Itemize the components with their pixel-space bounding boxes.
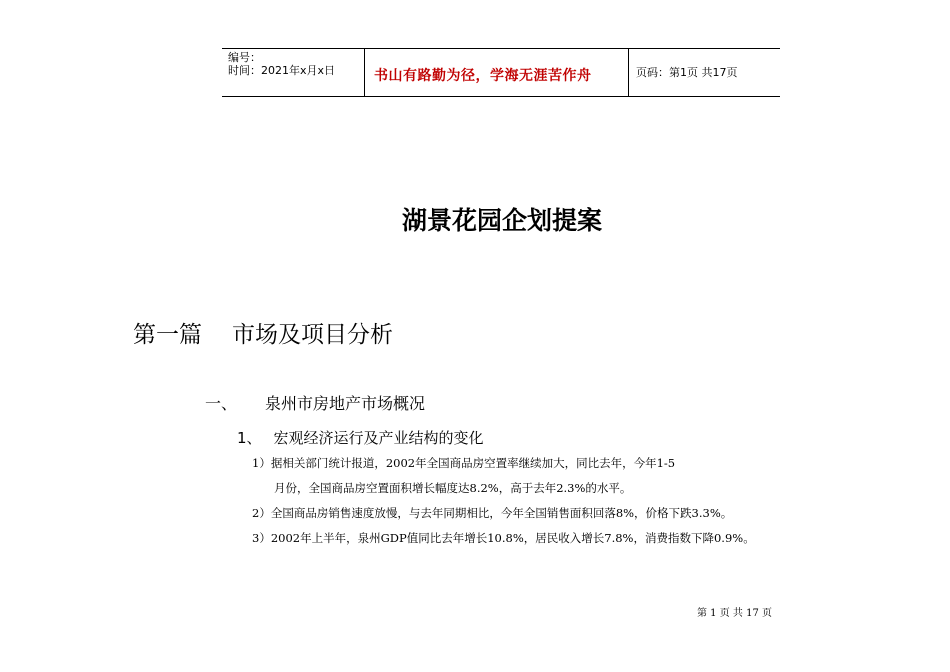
part-heading bbox=[133, 316, 393, 349]
header-number-label: 编号： bbox=[228, 51, 261, 64]
subsection-title: 宏观经济运行及产业结构的变化 bbox=[273, 429, 484, 447]
part-number: 第一篇 bbox=[133, 322, 202, 348]
header-divider-right bbox=[628, 48, 629, 96]
header-page-info: 页码：第1页 共17页 bbox=[636, 66, 738, 79]
header-divider-left bbox=[364, 48, 365, 96]
section-title: 泉州市房地产市场概况 bbox=[265, 394, 426, 413]
document-title: 湖景花园企划提案 bbox=[401, 206, 602, 235]
paragraph-line: 1）据相关部门统计报道，2002年全国商品房空置率继续加大，同比去年，今年1-5 bbox=[252, 456, 676, 470]
header-motto: 书山有路勤为径，学海无涯苦作舟 bbox=[374, 68, 592, 84]
header-bottom-rule bbox=[222, 96, 780, 97]
paragraph-line: 2）全国商品房销售速度放慢，与去年同期相比，今年全国销售面积回落8%，价格下跌3.3%。 bbox=[252, 506, 733, 520]
paragraph-line: 月份，全国商品房空置面积增长幅度达8.2%，高于去年2.3%的水平。 bbox=[274, 481, 632, 495]
section-heading bbox=[205, 391, 425, 414]
subsection-heading bbox=[237, 427, 484, 448]
paragraph-line: 3）2002年上半年，泉州GDP值同比去年增长10.8%，居民收入增长7.8%，消费指数下降0.9%。 bbox=[252, 531, 755, 545]
section-number: 一、 bbox=[205, 394, 238, 413]
subsection-number: 1、 bbox=[237, 429, 262, 447]
footer-page-number: 第 1 页 共 17 页 bbox=[697, 608, 772, 619]
header-time-label: 时间：2021年x月x日 bbox=[228, 64, 336, 77]
part-title: 市场及项目分析 bbox=[232, 322, 393, 348]
header-top-rule bbox=[222, 48, 780, 49]
